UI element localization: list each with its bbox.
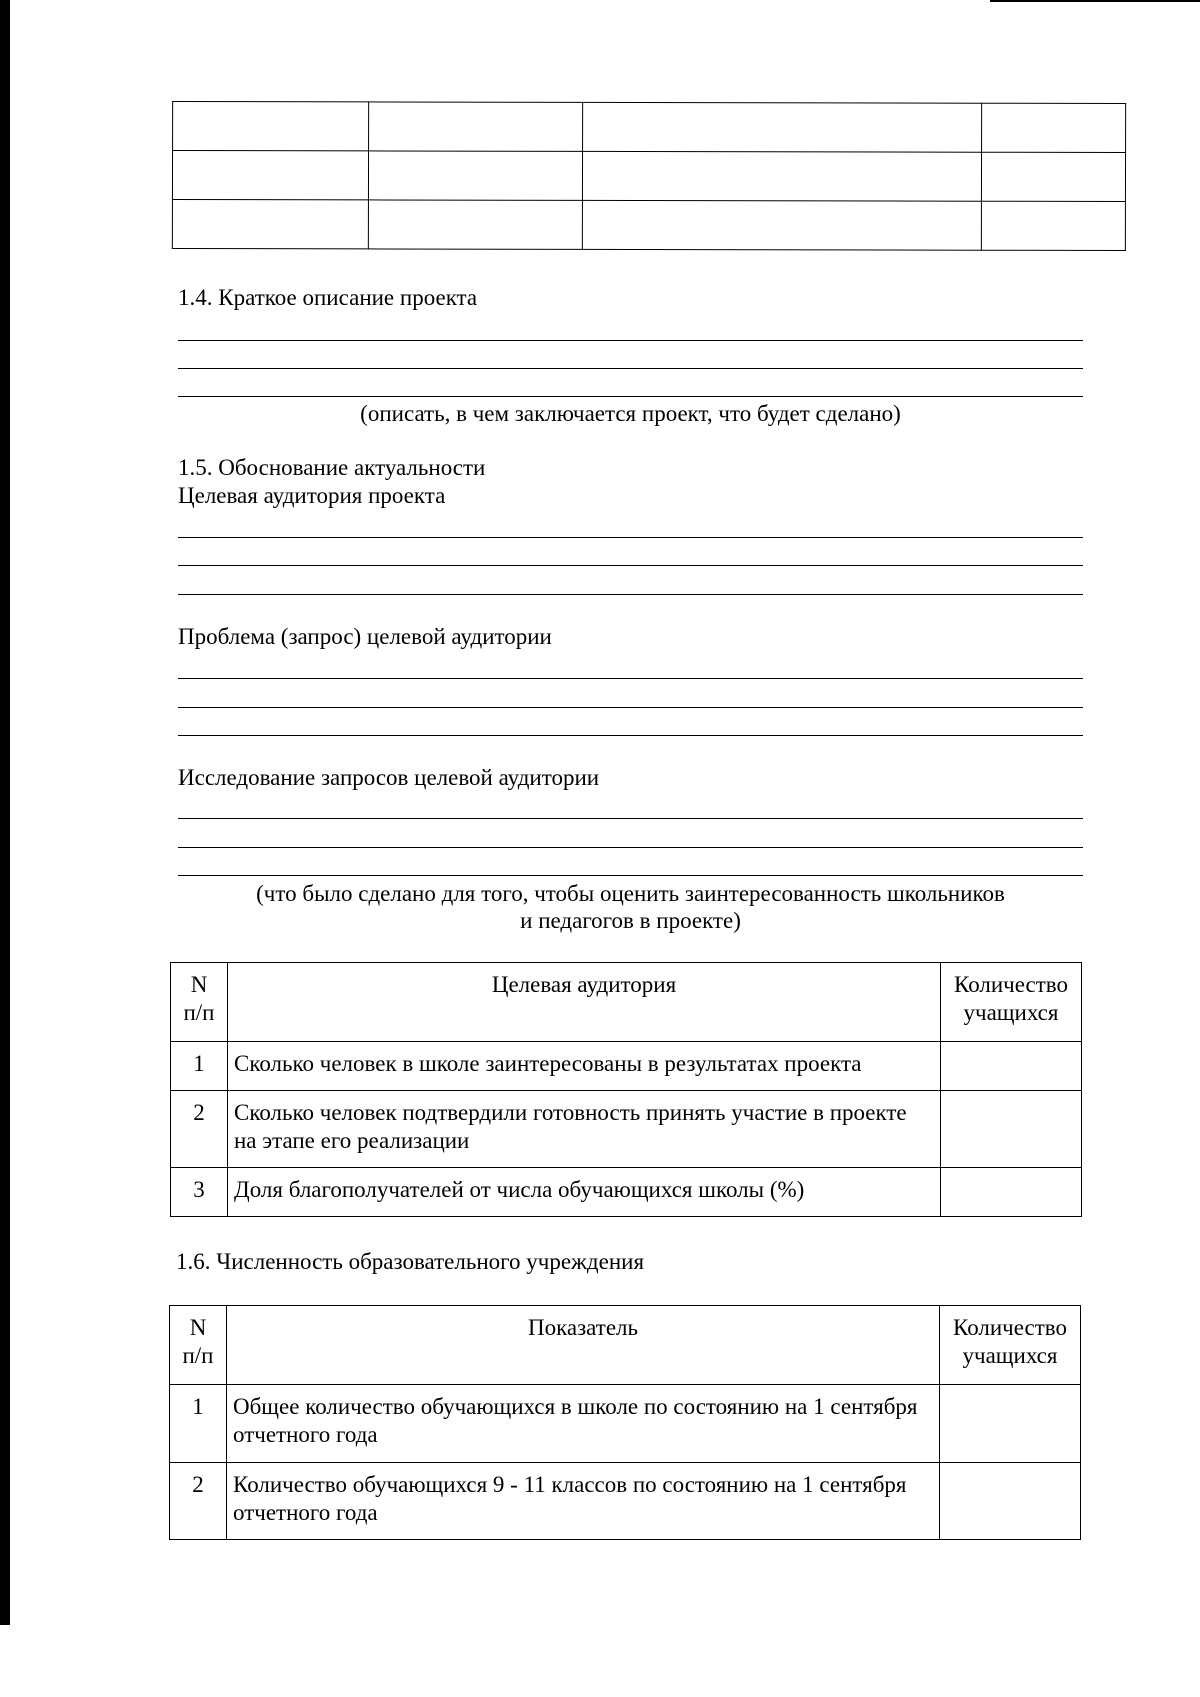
target-audience-table [170,962,1082,1217]
col-qty-header [941,963,1082,1042]
section-1-5-heading: 1.5. Обоснование актуальности [178,455,486,480]
table-row [171,1091,1082,1168]
problem-label: Проблема (запрос) целевой аудитории [178,624,552,649]
row-qty-cell[interactable] [941,1168,1082,1217]
fill-line[interactable] [178,396,1083,397]
scan-left-edge [0,0,10,1625]
fill-line[interactable] [178,875,1083,876]
row-num: 2 [171,1091,228,1168]
col-num-label: п/п [183,1000,215,1025]
table-header-row [171,963,1082,1042]
col-qty-label: Количество [954,972,1068,997]
section-1-6-heading: 1.6. Численность образовательного учреждения [176,1249,645,1274]
row-qty-cell[interactable] [940,1385,1081,1463]
col-qty-label: учащихся [963,1000,1059,1025]
table-row [171,1168,1082,1217]
fill-line[interactable] [178,818,1083,819]
fill-line[interactable] [178,594,1083,595]
fill-line[interactable] [178,368,1083,369]
row-text: Сколько человек подтвердили готовность принять участие в проекте на этапе его реализации [228,1091,941,1168]
fill-line[interactable] [178,847,1083,848]
row-num: 2 [170,1463,227,1540]
fill-line[interactable] [178,678,1083,679]
row-text: Общее количество обучающихся в школе по состоянию на 1 сентября отчетного года [227,1385,940,1463]
research-hint-line1: (что было сделано для того, чтобы оценить заинтересованность школьников [256,881,1005,906]
col-num-label: п/п [182,1343,214,1368]
section-1-4-heading: 1.4. Краткое описание проекта [178,285,478,310]
row-text: Сколько человек в школе заинтересованы в результатах проекта [228,1042,941,1091]
fill-line[interactable] [178,735,1083,736]
col-main-header: Показатель [227,1306,940,1385]
target-audience-label: Целевая аудитория проекта [178,483,446,508]
col-main-header: Целевая аудитория [228,963,941,1042]
section-1-4-hint: (описать, в чем заключается проект, что будет сделано) [360,401,901,426]
col-num-header [171,963,228,1042]
fill-line[interactable] [178,537,1083,538]
research-hint-line2: и педагогов в проекте) [520,908,741,933]
row-qty-cell[interactable] [940,1463,1081,1540]
row-num: 1 [170,1385,227,1463]
table-row [170,1463,1081,1540]
fill-line[interactable] [178,565,1083,566]
col-num-header [170,1306,227,1385]
fill-line[interactable] [178,707,1083,708]
table-row [172,151,1125,202]
research-label: Исследование запросов целевой аудитории [178,765,600,790]
table-row [170,1385,1081,1463]
table-header-row [170,1306,1081,1385]
col-qty-label: учащихся [962,1343,1058,1368]
fill-line[interactable] [178,340,1083,341]
col-qty-label: Количество [953,1315,1067,1340]
table-row [172,200,1125,251]
col-num-label: N [189,1315,207,1340]
table-row [171,1042,1082,1091]
table-row [173,102,1126,153]
row-qty-cell[interactable] [941,1091,1082,1168]
institution-size-table [169,1305,1081,1540]
continued-blank-table [172,101,1126,251]
scan-top-mark [990,0,1200,2]
col-qty-header [940,1306,1081,1385]
row-num: 3 [171,1168,228,1217]
row-text: Количество обучающихся 9 - 11 классов по состоянию на 1 сентября отчетного года [227,1463,940,1540]
row-text: Доля благополучателей от числа обучающихся школы (%) [228,1168,941,1217]
col-num-label: N [190,972,208,997]
row-num: 1 [171,1042,228,1091]
row-qty-cell[interactable] [941,1042,1082,1091]
